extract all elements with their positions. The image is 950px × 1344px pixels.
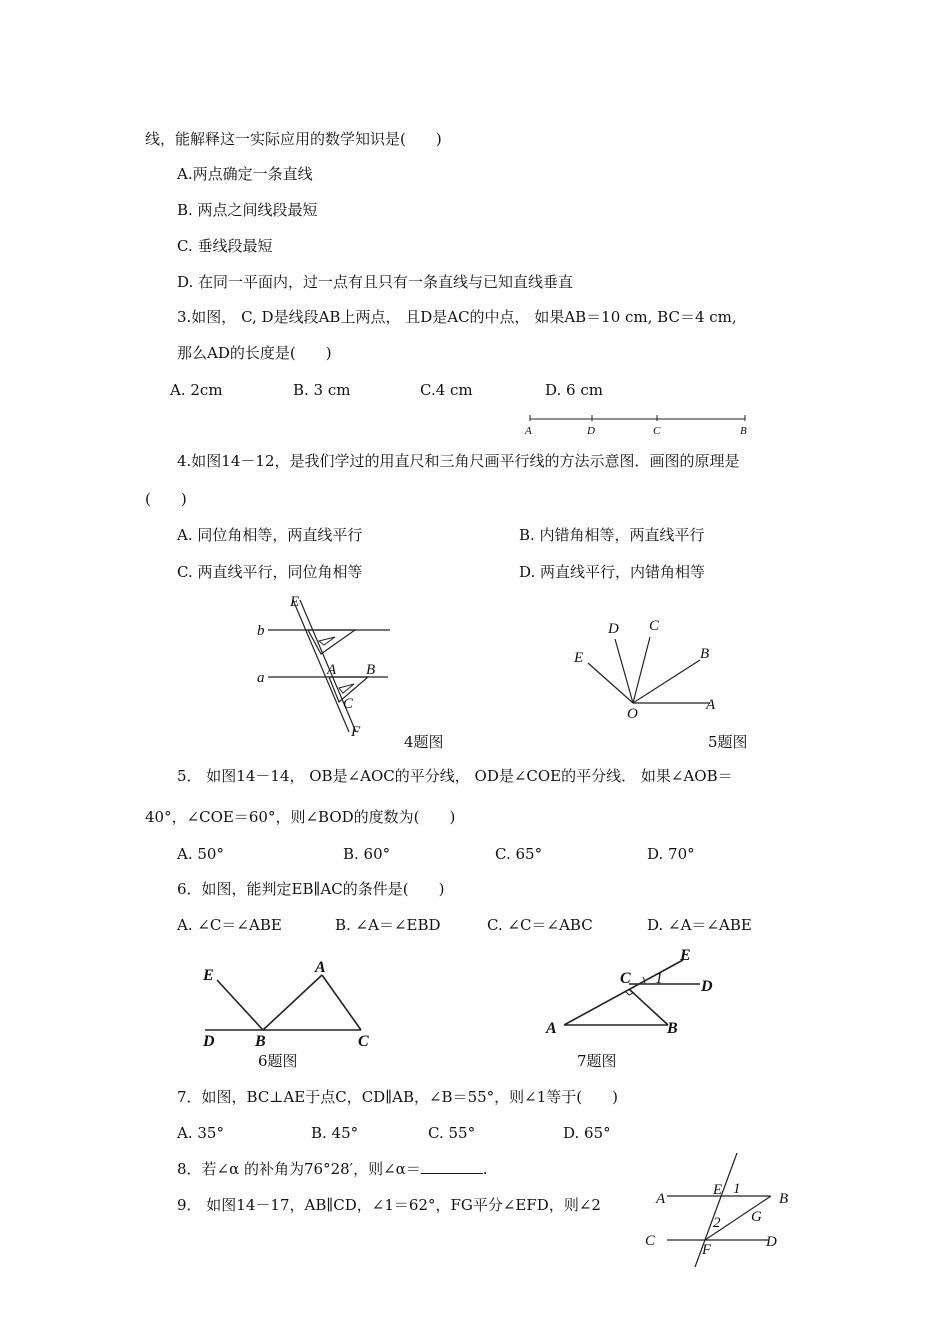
label-f: F	[351, 724, 361, 740]
q3-option-a: A. 2cm	[170, 381, 223, 399]
q8-text: 8．若∠α 的补角为76°28′，则∠α＝	[177, 1160, 421, 1178]
label-d: D	[766, 1234, 777, 1250]
label-o: O	[627, 706, 638, 722]
q4-figure	[250, 590, 410, 745]
label-c: C	[343, 696, 354, 712]
point-label: D	[587, 425, 595, 437]
q9-figure	[640, 1150, 800, 1270]
label-a: A	[656, 1191, 666, 1207]
point-label: C	[653, 425, 661, 437]
label-c: C	[620, 970, 631, 987]
label-d: D	[608, 621, 619, 637]
label-b-line: b	[257, 623, 265, 639]
label-a-line: a	[257, 670, 265, 686]
q5-option-b: B. 60°	[343, 845, 391, 863]
point-label: B	[740, 425, 747, 437]
q7-option-b: B. 45°	[311, 1124, 359, 1142]
label-c: C	[649, 618, 660, 634]
label-d: D	[203, 1033, 215, 1050]
q5-option-c: C. 65°	[495, 845, 543, 863]
q3-option-b: B. 3 cm	[293, 381, 351, 399]
label-a-point: A	[327, 662, 337, 678]
label-g: G	[751, 1209, 762, 1225]
q7-caption: 7题图	[577, 1052, 617, 1070]
label-c: C	[645, 1233, 656, 1249]
label-angle-1: 1	[733, 1181, 741, 1197]
label-a: A	[546, 1020, 557, 1037]
q7-figure	[540, 940, 730, 1040]
label-d: D	[701, 978, 713, 995]
q2-option-b: B. 两点之间线段最短	[177, 201, 318, 219]
q3-stem-line1: 3.如图， C, D是线段AB上两点， 且D是AC的中点， 如果AB＝10 cm, BC＝4 cm,	[177, 308, 737, 326]
q2-option-a: A.两点确定一条直线	[177, 165, 313, 183]
q5-option-a: A. 50°	[177, 845, 224, 863]
q4-option-d: D. 两直线平行，内错角相等	[519, 563, 706, 581]
q4-option-c: C. 两直线平行，同位角相等	[177, 563, 363, 581]
label-a: A	[706, 697, 716, 713]
label-angle-1: 1	[655, 970, 663, 987]
label-b: B	[667, 1020, 678, 1037]
q6-figure	[195, 955, 390, 1050]
q4-caption: 4题图	[404, 733, 444, 751]
q9-stem: 9． 如图14－17，AB∥CD，∠1＝62°，FG平分∠EFD，则∠2	[177, 1196, 601, 1214]
q5-caption: 5题图	[708, 733, 748, 751]
q4-option-b: B. 内错角相等，两直线平行	[519, 526, 705, 544]
label-b: B	[779, 1191, 789, 1207]
q3-option-c: C.4 cm	[420, 381, 473, 399]
q5-stem-line1: 5． 如图14－14， OB是∠AOC的平分线， OD是∠COE的平分线． 如果∠AOB＝	[177, 767, 733, 785]
q7-option-d: D. 65°	[563, 1124, 611, 1142]
q4-stem-line2: ( )	[145, 490, 187, 508]
q6-caption: 6题图	[258, 1052, 298, 1070]
q6-option-d: D. ∠A＝∠ABE	[647, 916, 752, 934]
label-e: E	[574, 650, 584, 666]
q5-angle-figure	[570, 615, 730, 725]
label-f: F	[702, 1242, 712, 1258]
q3-option-d: D. 6 cm	[545, 381, 603, 399]
label-c: C	[358, 1033, 369, 1050]
label-b: B	[700, 646, 710, 662]
q8-answer-blank[interactable]	[421, 1159, 483, 1174]
q5-option-d: D. 70°	[647, 845, 695, 863]
q4-stem-line1: 4.如图14－12，是我们学过的用直尺和三角尺画平行线的方法示意图．画图的原理是	[177, 452, 740, 470]
q8-stem	[177, 1159, 488, 1179]
q2-stem-tail: 线，能解释这一实际应用的数学知识是( )	[145, 130, 442, 148]
q3-stem-line2: 那么AD的长度是( )	[177, 344, 332, 362]
q6-option-c: C. ∠C＝∠ABC	[487, 916, 593, 934]
label-angle-2: 2	[713, 1215, 721, 1231]
label-e: E	[713, 1182, 723, 1198]
q7-option-a: A. 35°	[177, 1124, 224, 1142]
label-e: E	[290, 594, 300, 610]
q6-option-b: B. ∠A＝∠EBD	[335, 916, 441, 934]
q4-option-a: A. 同位角相等，两直线平行	[177, 526, 363, 544]
q2-option-c: C. 垂线段最短	[177, 237, 273, 255]
label-e: E	[680, 947, 691, 964]
q2-option-d: D. 在同一平面内，过一点有且只有一条直线与已知直线垂直	[177, 273, 574, 291]
q7-stem: 7．如图，BC⊥AE于点C，CD∥AB，∠B＝55°，则∠1等于( )	[177, 1088, 618, 1106]
label-a: A	[315, 959, 326, 976]
q8-period: .	[482, 1160, 488, 1178]
label-b: B	[255, 1033, 266, 1050]
q6-stem: 6．如图，能判定EB∥AC的条件是( )	[177, 880, 445, 898]
q5-stem-line2: 40°，∠COE＝60°，则∠BOD的度数为( )	[145, 808, 456, 826]
point-label: A	[525, 425, 532, 437]
label-e: E	[203, 967, 214, 984]
q3-segment-figure	[520, 410, 760, 440]
q7-option-c: C. 55°	[428, 1124, 476, 1142]
q6-option-a: A. ∠C＝∠ABE	[177, 916, 282, 934]
label-b-point: B	[366, 662, 376, 678]
